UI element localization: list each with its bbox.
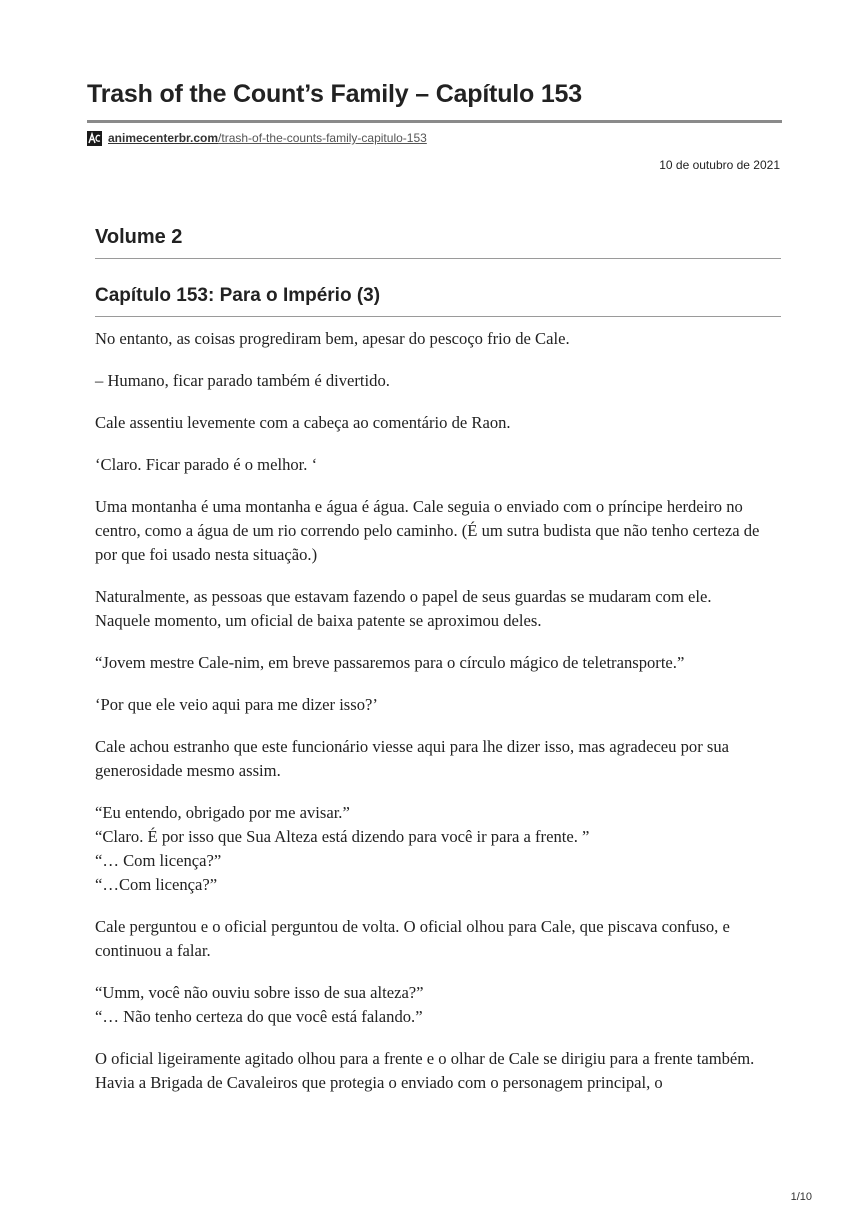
paragraph bbox=[95, 585, 785, 633]
chapter-divider bbox=[95, 316, 781, 317]
source-path-link[interactable]: /trash-of-the-counts-family-capitulo-153 bbox=[218, 131, 427, 145]
paragraph-line: No entanto, as coisas progrediram bem, apesar do pescoço frio de Cale. bbox=[95, 329, 570, 348]
paragraph-line: ‘Por que ele veio aqui para me dizer isso?’ bbox=[95, 695, 378, 714]
paragraph bbox=[95, 735, 785, 783]
paragraph bbox=[95, 801, 785, 897]
paragraph bbox=[95, 369, 785, 393]
paragraph bbox=[95, 495, 785, 567]
chapter-heading: Capítulo 153: Para o Império (3) bbox=[95, 285, 381, 306]
paragraph-line: Naturalmente, as pessoas que estavam fazendo o papel de seus guardas se mudaram com ele. bbox=[95, 587, 712, 606]
paragraph bbox=[95, 411, 785, 435]
paragraph bbox=[95, 915, 785, 963]
paragraph-line: O oficial ligeiramente agitado olhou para a frente e o olhar de Cale se dirigiu para a frente também. bbox=[95, 1049, 755, 1068]
paragraph bbox=[95, 327, 785, 351]
chapter-body bbox=[95, 327, 785, 1113]
page-title: Trash of the Count’s Family – Capítulo 153 bbox=[87, 80, 582, 108]
paragraph-line: Cale perguntou e o oficial perguntou de volta. O oficial olhou para Cale, que piscava confuso, e continuou a falar. bbox=[95, 917, 730, 960]
paragraph-line: “… Não tenho certeza do que você está falando.” bbox=[95, 1007, 423, 1026]
paragraph bbox=[95, 981, 785, 1029]
paragraph-line: “Claro. É por isso que Sua Alteza está dizendo para você ir para a frente. ” bbox=[95, 827, 590, 846]
paragraph-line: ‘Claro. Ficar parado é o melhor. ‘ bbox=[95, 455, 318, 474]
source-line bbox=[87, 130, 427, 146]
publish-date: 10 de outubro de 2021 bbox=[659, 158, 780, 172]
paragraph-line: Uma montanha é uma montanha e água é água. Cale seguia o enviado com o príncipe herdeiro no centro, como a água de um rio correndo pelo caminho. (É um sutra budista que não tenho certeza de por que foi usado nesta situação.) bbox=[95, 497, 760, 564]
paragraph-line: Cale assentiu levemente com a cabeça ao comentário de Raon. bbox=[95, 413, 511, 432]
paragraph bbox=[95, 1047, 785, 1095]
paragraph-line: Naquele momento, um oficial de baixa patente se aproximou deles. bbox=[95, 611, 542, 630]
paragraph bbox=[95, 651, 785, 675]
paragraph-line: “…Com licença?” bbox=[95, 875, 218, 894]
source-domain-link[interactable]: animecenterbr.com bbox=[108, 131, 219, 145]
volume-heading: Volume 2 bbox=[95, 226, 183, 248]
paragraph-line: “Eu entendo, obrigado por me avisar.” bbox=[95, 803, 350, 822]
site-logo-icon bbox=[87, 131, 102, 146]
paragraph-line: “Jovem mestre Cale-nim, em breve passaremos para o círculo mágico de teletransporte.” bbox=[95, 653, 685, 672]
paragraph-line: Havia a Brigada de Cavaleiros que protegia o enviado com o personagem principal, o bbox=[95, 1073, 663, 1092]
paragraph-line: “Umm, você não ouviu sobre isso de sua alteza?” bbox=[95, 983, 424, 1002]
paragraph bbox=[95, 453, 785, 477]
title-divider bbox=[87, 120, 782, 123]
paragraph-line: – Humano, ficar parado também é divertido. bbox=[95, 371, 390, 390]
page-number: 1/10 bbox=[790, 1191, 812, 1203]
paragraph-line: Cale achou estranho que este funcionário viesse aqui para lhe dizer isso, mas agradeceu por sua generosidade mesmo assim. bbox=[95, 737, 730, 780]
paragraph-line: “… Com licença?” bbox=[95, 851, 222, 870]
paragraph bbox=[95, 693, 785, 717]
volume-divider bbox=[95, 258, 781, 259]
